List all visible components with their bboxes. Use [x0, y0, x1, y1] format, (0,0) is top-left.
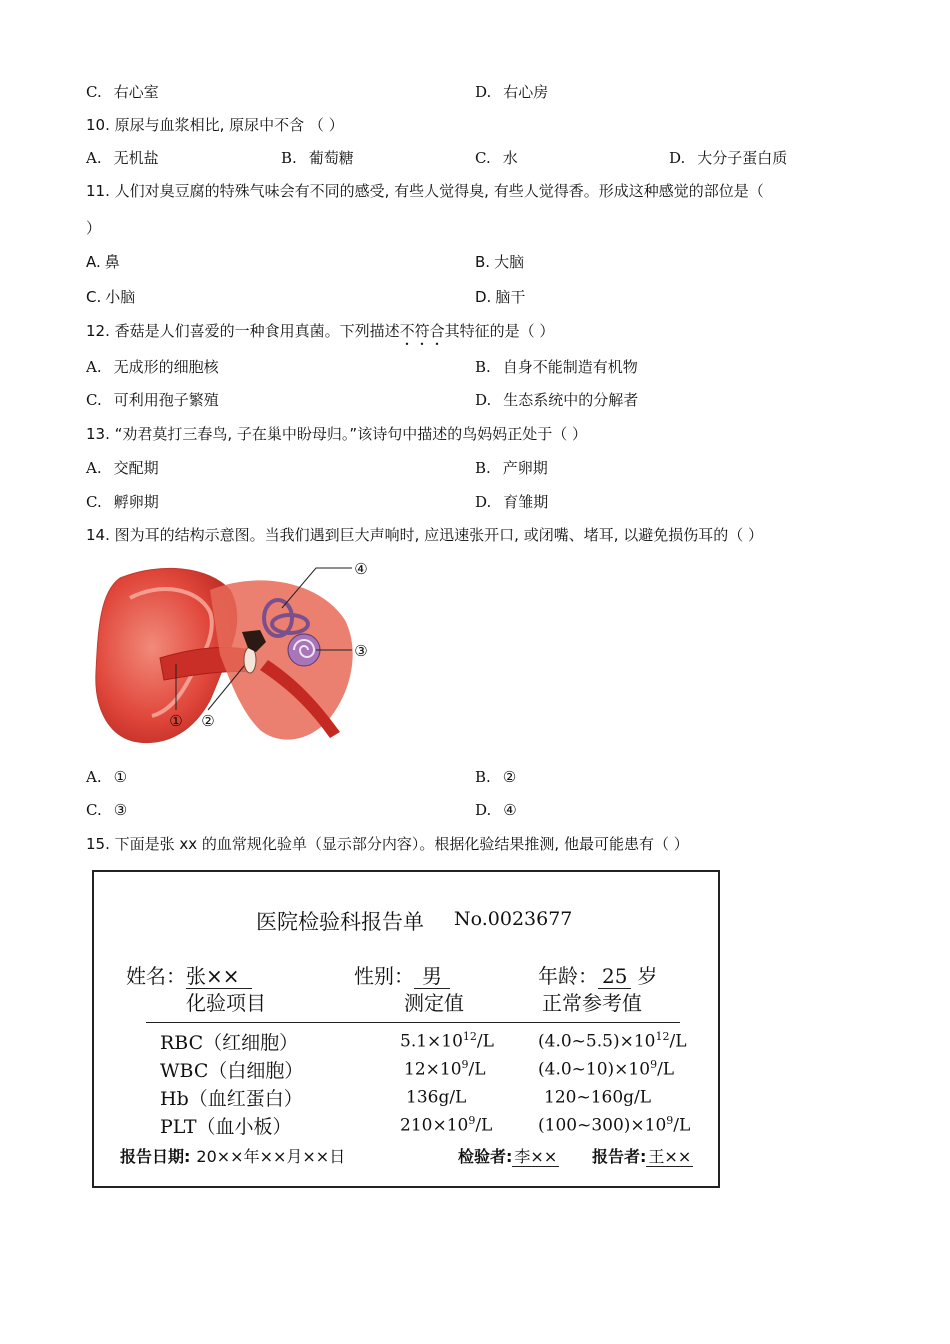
row-measured-value: [400, 1114, 492, 1136]
value-unit: /L: [468, 1059, 486, 1080]
label-2: ②: [201, 712, 215, 730]
q12-option-c: [86, 390, 219, 410]
q14-option-b: [475, 767, 516, 787]
option-key: D.: [475, 83, 492, 101]
option-key: B.: [475, 253, 491, 271]
option-text: 葡萄糖: [308, 149, 354, 167]
reporter-label: 报告者:: [592, 1147, 647, 1166]
q10-option-c: [475, 148, 518, 168]
option-text: 交配期: [113, 459, 159, 477]
value-exponent: 9: [666, 1114, 674, 1127]
value-base: 136g/L: [406, 1087, 467, 1108]
q13-option-c: [86, 492, 159, 512]
q13-stem: 13. “劝君莫打三春鸟, 子在巢中盼母归。”该诗句中描述的鸟妈妈正处于（ ）: [86, 425, 587, 443]
cochlea-shape: [288, 634, 320, 666]
value-unit: /L: [673, 1115, 691, 1136]
row-reference-value: [544, 1086, 651, 1108]
q12-option-a: [86, 357, 219, 377]
q11-option-c: [86, 287, 135, 307]
patient-name: [126, 960, 252, 989]
temporal-tissue: [210, 580, 353, 739]
col-header-reference: 正常参考值: [542, 991, 642, 1015]
option-text: 产卵期: [502, 459, 548, 477]
value-base: 12×10: [404, 1059, 462, 1080]
value-base: (4.0~10)×10: [538, 1059, 651, 1080]
age-unit: 岁: [637, 964, 658, 988]
option-key: B.: [281, 149, 297, 167]
option-key: A.: [86, 459, 102, 477]
q12-stem-post: 其特征的是（ ）: [444, 322, 555, 340]
q13-option-a: [86, 458, 159, 478]
q11-option-b: [475, 252, 524, 272]
row-reference-value: [538, 1030, 687, 1052]
report-title: 医院检验科报告单: [256, 910, 424, 934]
name-label: 姓名：: [126, 964, 186, 988]
row-measured-value: [400, 1030, 494, 1052]
option-text: 右心房: [503, 83, 549, 101]
col-header-item: 化验项目: [186, 991, 266, 1015]
label-3: ③: [354, 642, 368, 660]
row-reference-value: [538, 1114, 690, 1136]
row-measured-value: [406, 1086, 466, 1108]
q15-stem: 15. 下面是张 xx 的血常规化验单（显示部分内容）。根据化验结果推测, 他最可能患有（ ）: [86, 835, 689, 853]
row-measured-value: [404, 1058, 486, 1080]
report-reporter: [592, 1144, 693, 1167]
q9-option-d: [475, 82, 548, 102]
col-header-value: 测定值: [404, 991, 464, 1015]
row-item: Hb（血红蛋白）: [160, 1088, 303, 1110]
q12-stem-pre: 12. 香菇是人们喜爱的一种食用真菌。下列描述: [86, 322, 400, 340]
q11-stem-line1: 11. 人们对臭豆腐的特殊气味会有不同的感受, 有些人觉得臭, 有些人觉得香。形成这种感觉的部位是（: [86, 182, 764, 200]
label-1: ①: [169, 712, 183, 730]
q10-option-a: [86, 148, 159, 168]
option-key: A.: [86, 358, 102, 376]
row-reference-value: [538, 1058, 674, 1080]
q10-option-b: [281, 148, 354, 168]
option-key: D.: [475, 801, 492, 819]
report-number: No.0023677: [454, 908, 573, 930]
option-text: 小脑: [105, 288, 136, 306]
value-unit: /L: [476, 1031, 494, 1052]
option-text: 育雏期: [503, 493, 549, 511]
ear-structure-diagram: [90, 560, 375, 750]
option-key: D.: [475, 493, 492, 511]
value-exponent: 9: [461, 1058, 469, 1071]
lab-report: [92, 870, 720, 1188]
checker-value: 李××: [514, 1147, 558, 1166]
row-item: PLT（血小板）: [160, 1116, 292, 1138]
option-text: ①: [113, 768, 128, 786]
header-divider: [146, 1022, 680, 1023]
option-text: 右心室: [113, 83, 159, 101]
option-text: ④: [503, 801, 517, 819]
q14-option-c: [86, 800, 127, 820]
option-key: C.: [86, 801, 102, 819]
option-key: B.: [475, 768, 491, 786]
q14-option-d: [475, 800, 517, 820]
q13-option-b: [475, 458, 548, 478]
option-text: ③: [113, 801, 128, 819]
option-key: B.: [475, 358, 491, 376]
q14-stem: 14. 图为耳的结构示意图。当我们遇到巨大声响时, 应迅速张开口, 或闭嘴、堵耳, 以避免损伤耳的（ ）: [86, 526, 764, 544]
report-date: [120, 1144, 345, 1167]
q12-stem: [86, 321, 554, 349]
row-item: WBC（白细胞）: [160, 1060, 304, 1082]
value-unit: /L: [669, 1031, 687, 1052]
option-key: D.: [475, 288, 492, 306]
patient-age: [538, 960, 657, 989]
option-text: 脑干: [495, 288, 526, 306]
date-value: 20××年××月××日: [196, 1147, 346, 1166]
option-key: C.: [86, 493, 102, 511]
option-key: D.: [669, 149, 686, 167]
value-base: (100~300)×10: [538, 1115, 667, 1136]
q14-option-a: [86, 767, 127, 787]
option-key: D.: [475, 391, 492, 409]
option-key: A.: [86, 253, 101, 271]
value-exponent: 12: [655, 1030, 670, 1043]
report-checker: [458, 1144, 559, 1167]
option-text: 生态系统中的分解者: [503, 391, 639, 409]
date-label: 报告日期:: [120, 1147, 191, 1166]
option-key: B.: [475, 459, 491, 477]
q12-option-d: [475, 390, 638, 410]
option-key: C.: [475, 149, 491, 167]
option-text: 大分子蛋白质: [697, 149, 788, 167]
value-exponent: 12: [462, 1030, 477, 1043]
age-value: 25: [598, 964, 631, 989]
value-base: 120~160g/L: [544, 1087, 652, 1108]
row-item: RBC（红细胞）: [160, 1032, 299, 1054]
option-text: 鼻: [104, 253, 120, 271]
q10-option-d: [669, 148, 787, 168]
q11-stem-line2: ）: [86, 219, 102, 237]
option-key: A.: [86, 149, 102, 167]
value-exponent: 9: [650, 1058, 658, 1071]
q9-option-c: [86, 82, 159, 102]
option-key: C.: [86, 391, 102, 409]
value-base: (4.0~5.5)×10: [538, 1031, 656, 1052]
age-label: 年龄：: [538, 964, 598, 988]
option-text: 无机盐: [113, 149, 159, 167]
patient-sex: [354, 960, 450, 989]
value-base: 210×10: [400, 1115, 469, 1136]
q11-option-d: [475, 287, 525, 307]
q11-option-a: [86, 252, 120, 272]
option-text: 大脑: [494, 253, 525, 271]
checker-label: 检验者:: [458, 1147, 513, 1166]
value-unit: /L: [475, 1115, 493, 1136]
q13-option-d: [475, 492, 548, 512]
option-text: 自身不能制造有机物: [502, 358, 638, 376]
q10-stem: 10. 原尿与血浆相比, 原尿中不含 （ ）: [86, 116, 344, 134]
option-key: C.: [86, 83, 102, 101]
name-value: 张××: [186, 964, 252, 989]
value-unit: /L: [657, 1059, 675, 1080]
label-4: ④: [354, 560, 368, 578]
option-text: ②: [502, 768, 517, 786]
sex-label: 性别：: [354, 964, 414, 988]
value-base: 5.1×10: [400, 1031, 463, 1052]
option-text: 水: [502, 149, 518, 167]
option-text: 无成形的细胞核: [113, 358, 219, 376]
value-exponent: 9: [468, 1114, 476, 1127]
option-key: C.: [86, 288, 102, 306]
option-text: 孵卵期: [113, 493, 159, 511]
reporter-value: 王××: [648, 1147, 692, 1166]
q12-option-b: [475, 357, 638, 377]
option-text: 可利用孢子繁殖: [113, 391, 219, 409]
q12-stem-emphasis: 不符合: [399, 322, 445, 340]
sex-value: 男: [414, 964, 450, 989]
option-key: A.: [86, 768, 102, 786]
